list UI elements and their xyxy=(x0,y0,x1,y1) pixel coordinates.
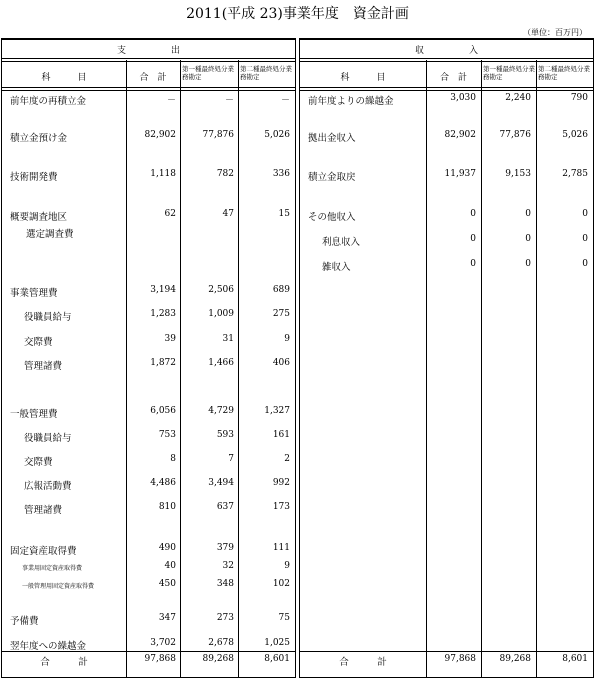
exp-row-c2: 102 xyxy=(272,579,290,589)
exp-row-c1: 637 xyxy=(216,502,234,512)
exp-row-label: 交際費 xyxy=(24,337,53,348)
exp-row-total: 347 xyxy=(158,613,176,623)
exp-row-total: 450 xyxy=(158,579,176,589)
page-title: 2011(平成 23)事業年度 資金計画 xyxy=(186,6,409,22)
inc-total: 97,868 xyxy=(444,654,476,664)
exp-row-label: 翌年度への繰越金 xyxy=(10,641,87,652)
exp-row-total: 810 xyxy=(158,502,176,512)
exp-row-label: 固定資産取得費 xyxy=(10,546,77,557)
exp-row-label: 役職員給与 xyxy=(24,433,72,444)
exp-total-label: 合 計 xyxy=(40,657,88,668)
exp-row-total: 3,194 xyxy=(150,285,176,295)
inc-row-total: 0 xyxy=(470,209,476,219)
total-header: 合 計 xyxy=(439,73,467,83)
inc-total-c2: 8,601 xyxy=(562,654,588,664)
exp-row-label: 一般管理用固定資産取得費 xyxy=(22,583,95,590)
exp-row-c1: 77,876 xyxy=(202,130,234,140)
exp-row-label: 概要調査地区 xyxy=(10,212,68,223)
inc-row-c1: 9,153 xyxy=(505,169,531,179)
inc-row-total: 0 xyxy=(470,259,476,269)
inc-row-total: 82,902 xyxy=(444,130,476,140)
exp-row-c2: 689 xyxy=(272,285,290,295)
inc-row-total: 0 xyxy=(470,234,476,244)
exp-row-c1: 47 xyxy=(222,209,234,219)
expenditure-table xyxy=(1,38,296,678)
exp-row-c2: 2 xyxy=(284,454,290,464)
inc-row-c1: 0 xyxy=(525,209,531,219)
inc-row-label: 雑収入 xyxy=(322,262,351,273)
inc-total-label: 合 計 xyxy=(339,657,387,668)
exp-row-c1: 31 xyxy=(222,334,234,344)
exp-row-label: 前年度の再積立金 xyxy=(10,96,87,107)
exp-row-c1: 348 xyxy=(216,579,234,589)
inc-row-c2: 2,785 xyxy=(562,169,588,179)
exp-row-c1: 4,729 xyxy=(208,406,234,416)
inc-row-c2: 0 xyxy=(582,234,588,244)
exp-row-label: 広報活動費 xyxy=(24,481,72,492)
exp-row-c2: 406 xyxy=(272,358,290,368)
exp-row-total: 1,872 xyxy=(150,358,176,368)
exp-row-total: 4,486 xyxy=(150,478,176,488)
exp-row-c1: 7 xyxy=(228,454,234,464)
exp-row-c2: 1,327 xyxy=(264,406,290,416)
inc-total-c1: 89,268 xyxy=(499,654,531,664)
inc-row-label: その他収入 xyxy=(308,212,356,223)
exp-row-total: 40 xyxy=(164,561,176,571)
exp-row-total: 1,283 xyxy=(150,309,176,319)
exp-row-c1: 1,466 xyxy=(208,358,234,368)
exp-row-c1: 2,678 xyxy=(208,638,234,648)
expenditure-header: 支 出 xyxy=(116,46,180,56)
inc-row-label: 拠出金収入 xyxy=(308,133,356,144)
exp-row-label: 事業用固定資産取得費 xyxy=(22,565,83,572)
inc-row-c1: 0 xyxy=(525,259,531,269)
exp-row-label: 予備費 xyxy=(10,616,39,627)
exp-row-total: 62 xyxy=(164,209,176,219)
exp-row-c1: 2,506 xyxy=(208,285,234,295)
exp-row-total: 3,702 xyxy=(150,638,176,648)
inc-row-label: 積立金取戻 xyxy=(308,172,356,183)
exp-row-label: 事業管理費 xyxy=(10,288,58,299)
exp-row-total: － xyxy=(166,96,176,106)
exp-row-c1: 3,494 xyxy=(208,478,234,488)
exp-row-total: 8 xyxy=(170,454,176,464)
exp-row-c2: 1,025 xyxy=(264,638,290,648)
exp-row-label: 管理諸費 xyxy=(24,361,63,372)
exp-row-total: 490 xyxy=(158,543,176,553)
exp-row-label: 選定調査費 xyxy=(26,229,74,240)
exp-row-c1: 782 xyxy=(216,169,234,179)
inc-row-c1: 77,876 xyxy=(499,130,531,140)
inc-row-total: 3,030 xyxy=(450,93,476,103)
income-header: 収 入 xyxy=(414,46,478,56)
exp-row-label: 積立金預け金 xyxy=(10,133,68,144)
col2-header: 第二種最終処分業務勘定 xyxy=(240,65,292,81)
col1-header: 第一種最終処分業務勘定 xyxy=(182,65,234,81)
inc-row-c1: 2,240 xyxy=(505,93,531,103)
exp-row-c2: 275 xyxy=(272,309,290,319)
unit-label: （単位：百万円） xyxy=(523,28,587,37)
exp-row-total: 1,118 xyxy=(150,169,176,179)
exp-row-c1: 1,009 xyxy=(208,309,234,319)
exp-row-c2: 336 xyxy=(272,169,290,179)
exp-row-c2: 5,026 xyxy=(264,130,290,140)
exp-row-label: 管理諸費 xyxy=(24,505,63,516)
exp-row-label: 役職員給与 xyxy=(24,312,72,323)
exp-row-label: 技術開発費 xyxy=(10,172,58,183)
inc-row-c2: 790 xyxy=(570,93,588,103)
col1-header: 第一種最終処分業務勘定 xyxy=(483,65,535,81)
exp-row-c2: 9 xyxy=(284,334,290,344)
exp-row-total: 753 xyxy=(158,430,176,440)
exp-row-c2: 111 xyxy=(272,543,290,553)
exp-row-c1: 593 xyxy=(216,430,234,440)
income-table xyxy=(299,38,594,678)
inc-row-c2: 0 xyxy=(582,259,588,269)
exp-row-label: 交際費 xyxy=(24,457,53,468)
inc-row-label: 利息収入 xyxy=(322,237,361,248)
inc-row-c2: 0 xyxy=(582,209,588,219)
exp-total-c1: 89,268 xyxy=(202,654,234,664)
exp-row-c2: 15 xyxy=(278,209,290,219)
total-header: 合 計 xyxy=(139,73,167,83)
exp-row-c1: 32 xyxy=(222,561,234,571)
inc-row-c2: 5,026 xyxy=(562,130,588,140)
exp-row-c2: 173 xyxy=(272,502,290,512)
item-header: 科 目 xyxy=(41,73,87,83)
inc-row-label: 前年度よりの繰越金 xyxy=(308,96,394,107)
exp-row-total: 39 xyxy=(164,334,176,344)
inc-row-c1: 0 xyxy=(525,234,531,244)
inc-row-total: 11,937 xyxy=(444,169,476,179)
exp-row-c2: 9 xyxy=(284,561,290,571)
exp-row-c1: － xyxy=(224,96,234,106)
exp-row-total: 82,902 xyxy=(144,130,176,140)
exp-row-c2: 75 xyxy=(278,613,290,623)
exp-row-c2: 161 xyxy=(272,430,290,440)
exp-row-c1: 273 xyxy=(216,613,234,623)
exp-row-total: 6,056 xyxy=(150,406,176,416)
exp-total: 97,868 xyxy=(144,654,176,664)
exp-row-c2: － xyxy=(280,96,290,106)
exp-row-c2: 992 xyxy=(272,478,290,488)
exp-row-c1: 379 xyxy=(216,543,234,553)
item-header: 科 目 xyxy=(340,73,386,83)
exp-total-c2: 8,601 xyxy=(264,654,290,664)
col2-header: 第二種最終処分業務勘定 xyxy=(538,65,590,81)
exp-row-label: 一般管理費 xyxy=(10,409,58,420)
